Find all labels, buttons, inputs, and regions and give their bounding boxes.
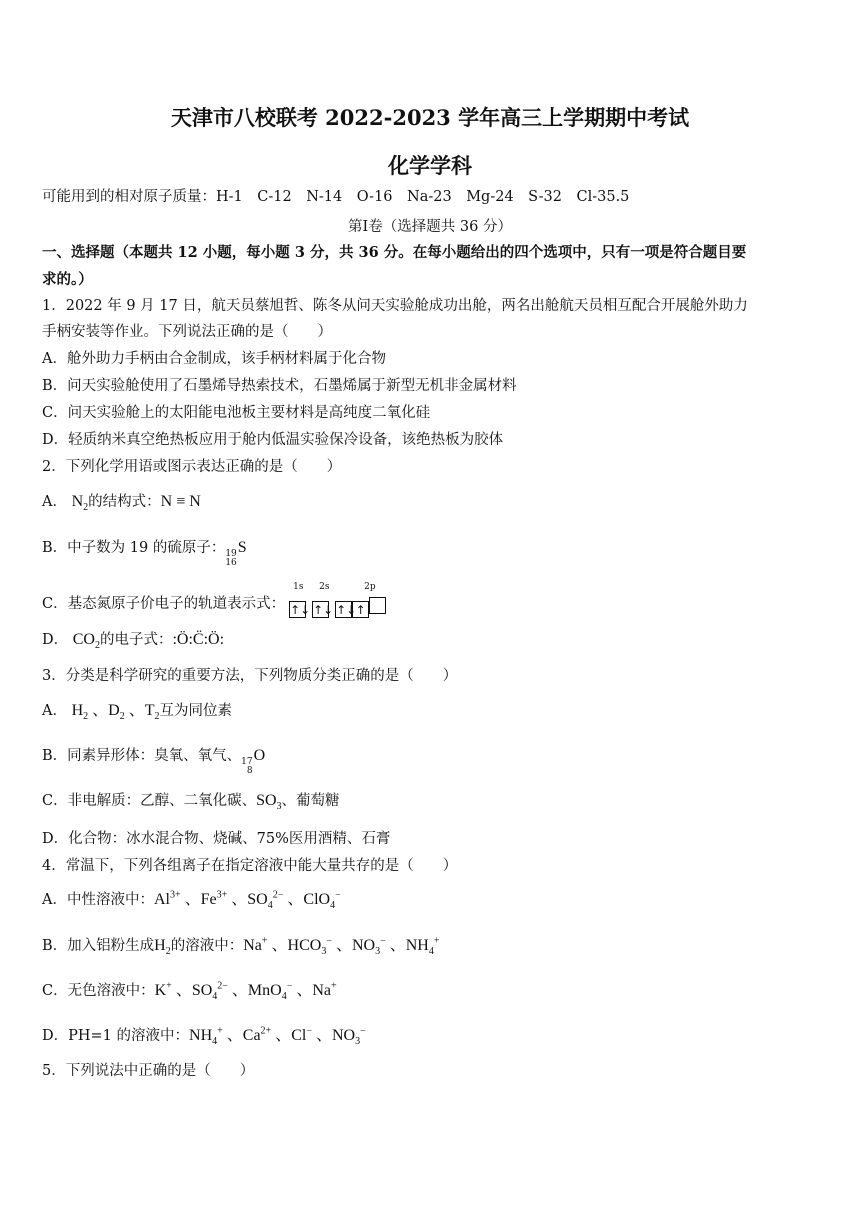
formula-h2-d2-t2: $H_2$ 、$D_2$ 、$T_2$ [71, 702, 160, 723]
q3-stem: 3．分类是科学研究的重要方法，下列物质分类正确的是（ ） [42, 668, 458, 684]
q3-b-text: B．同素异形体：臭氧、氧气、 [42, 748, 242, 764]
exam-subject: 化学学科 [388, 153, 472, 178]
symbol-s: S [237, 539, 247, 556]
section-label: 第Ⅰ卷（选择题共 36 分） [348, 219, 512, 235]
q4-option-a [42, 890, 341, 910]
q3-option-a [42, 701, 232, 721]
symbol-o: O [253, 747, 266, 764]
q2-option-b [42, 538, 247, 568]
q4-stem: 4．常温下，下列各组离子在指定溶液中能大量共存的是（ ） [42, 858, 458, 874]
orbital-box-2p-1: ↑↓ [336, 603, 357, 617]
formula-n2: $N_2$ [71, 493, 89, 514]
q2-c-text: C．基态氮原子价电子的轨道表示式： [42, 596, 286, 612]
ions-b: Na+ 、$HCO_3^-$ 、$NO_3^-$ 、$NH_4^+$ [243, 935, 440, 958]
ions-d: $NH_4^+$ 、$Ca^{2+}$ 、Cl− 、$NO_3^-$ [189, 1025, 366, 1048]
orbital-label-1s: 1s [293, 582, 304, 592]
q2-option-d [42, 630, 224, 650]
q1-option-b: B．问天实验舱使用了石墨烯导热索技术，石墨烯属于新型无机非金属材料 [42, 378, 517, 394]
q2-a-text: 的结构式： [88, 494, 161, 510]
q1-option-d: D．轻质纳米真空绝热板应用于舱内低温实验保冷设备，该绝热板为胶体 [42, 432, 504, 448]
q4-b-text: B．加入铝粉生成 [42, 938, 155, 954]
q3-option-d: D．化合物：冰水混合物、烧碱、75%医用酒精、石膏 [42, 831, 391, 847]
q2-a-formula: N ≡ N [160, 493, 201, 510]
nuclide-sulfur: 19 16 [225, 549, 237, 568]
formula-co2: $CO_2$ [72, 631, 100, 652]
q3-option-b [42, 746, 265, 776]
q2-d-text: 的电子式： [99, 632, 173, 648]
q2-d-formula: :Ö:C̈:Ö: [172, 631, 225, 648]
orbital-label-2p: 2p [364, 582, 376, 592]
orbital-diagram [289, 582, 386, 620]
q4-d-text: D．PH=1 的溶液中： [42, 1028, 190, 1044]
q4-option-c [42, 981, 337, 1001]
ions-c: K+ 、$SO_4^{2-}$ 、MnO$_4$− 、Na+ [154, 980, 337, 1003]
q3-a-text: 互为同位素 [159, 703, 232, 719]
q2-option-a [42, 492, 201, 512]
q1-stem-line2: 手柄安装等作业。下列说法正确的是（ ） [42, 324, 332, 340]
formula-h2: $H_2$ [154, 937, 171, 958]
orbital-box-2s: ↑↓ [313, 603, 334, 617]
q3-a-prefix: A． [42, 703, 67, 719]
q2-a-prefix: A． [42, 494, 67, 510]
q2-stem: 2．下列化学用语或图示表达正确的是（ ） [42, 459, 342, 475]
atomic-masses: 可能用到的相对原子质量：H-1 C-12 N-14 O-16 Na-23 Mg-24 S-32 Cl-35.5 [42, 189, 630, 205]
q4-c-text: C．无色溶液中： [42, 983, 155, 999]
q4-option-d [42, 1026, 366, 1046]
q2-option-c [42, 582, 386, 620]
q3-c-tail: 、葡萄糖 [281, 793, 340, 809]
orbital-box-1s: ↑↓ [290, 603, 311, 617]
instructions-line1: 一、选择题（本题共 12 小题，每小题 3 分，共 36 分。在每小题给出的四个选项中，只有一项是符合题目要 [42, 244, 747, 261]
q3-c-text: C．非电解质：乙醇、二氧化碳、 [42, 793, 257, 809]
nuclide-oxygen: 17 8 [241, 757, 253, 776]
q1-option-a: A．舱外助力手柄由合金制成，该手柄材料属于化合物 [42, 351, 386, 367]
orbital-box-2p-2: ↑ [352, 601, 369, 618]
ions-a: $Al^{3+}$ 、$Fe^{3+}$ 、$SO_4^{2-}$ 、ClO$_4$− [153, 889, 341, 912]
instructions-line2: 求的。） [42, 271, 93, 288]
q4-a-text: A．中性溶液中： [42, 892, 154, 908]
formula-so3: $SO_3$ [256, 792, 282, 813]
q4-option-b [42, 936, 439, 956]
orbital-label-2s: 2s [319, 582, 330, 592]
q2-b-text: B．中子数为 19 的硫原子： [42, 540, 226, 556]
q1-stem-line1: 1．2022 年 9 月 17 日，航天员蔡旭哲、陈冬从问天实验舱成功出舱，两名出舱航天员相互配合开展舱外助力 [42, 298, 748, 314]
q4-b-text2: 的溶液中： [170, 938, 244, 954]
orbital-box-2p-3 [369, 597, 386, 614]
q3-option-c [42, 791, 340, 811]
exam-title: 天津市八校联考 2022-2023 学年高三上学期期中考试 [170, 105, 690, 130]
q1-option-c: C．问天实验舱上的太阳能电池板主要材料是高纯度二氧化硅 [42, 405, 431, 421]
q2-d-prefix: D． [42, 632, 69, 648]
q5-stem: 5．下列说法中正确的是（ ） [42, 1063, 255, 1079]
